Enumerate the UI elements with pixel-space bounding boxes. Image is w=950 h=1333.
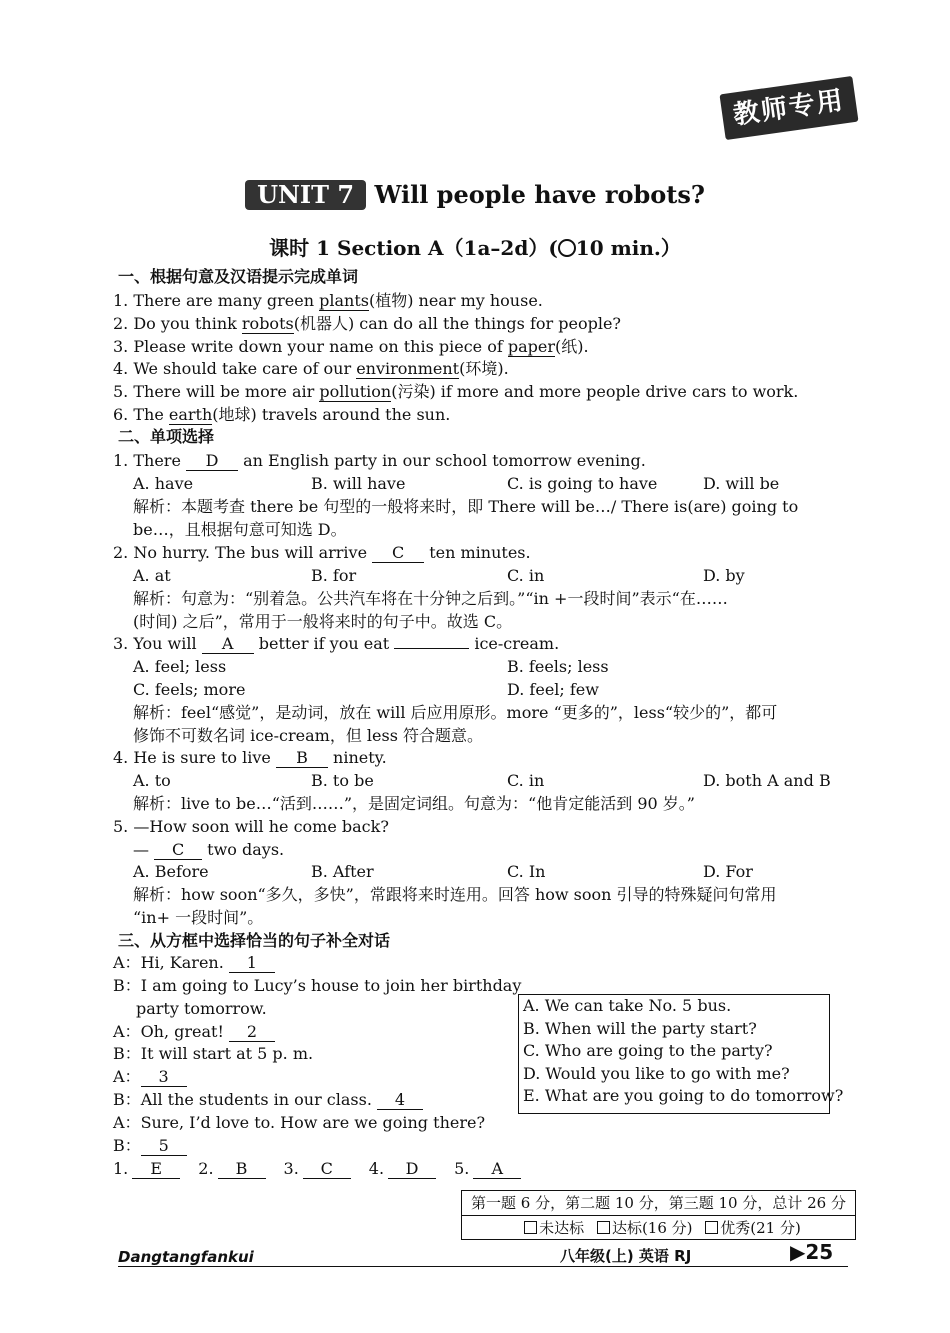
q3-answer: A bbox=[202, 635, 254, 654]
lesson-title bbox=[0, 232, 950, 261]
grade-subject: 八年级(上) 英语 RJ bbox=[560, 1247, 692, 1265]
checkbox-icon bbox=[524, 1221, 537, 1234]
part1-heading: 一、根据句意及汉语提示完成单词 bbox=[118, 267, 359, 286]
q2-option-c: C. in bbox=[507, 566, 545, 585]
answer-blank: C bbox=[303, 1160, 351, 1179]
q1-option-d: D. will be bbox=[703, 474, 780, 493]
teacher-only-stamp: 教师专用 bbox=[719, 76, 858, 140]
q5-option-b: B. After bbox=[311, 862, 374, 881]
dialog-line: A：Oh, great! 2 bbox=[113, 1022, 275, 1042]
q5-option-a: A. Before bbox=[133, 862, 209, 881]
dialog-line: party tomorrow. bbox=[136, 999, 267, 1018]
part1-item: 6. The earth(地球) travels around the sun. bbox=[113, 405, 451, 424]
q5-explanation: 解析：how soon“多久，多快”，常跟将来时连用。回答 how soon 引导的特殊疑问句常用 bbox=[133, 885, 777, 904]
q2-option-b: B. for bbox=[311, 566, 357, 585]
q3-option-a: A. feel; less bbox=[133, 657, 227, 676]
q5-reply: — C two days. bbox=[133, 840, 285, 859]
dialog-line: B：It will start at 5 p. m. bbox=[113, 1044, 314, 1063]
score-opt-pass: 达标(16 分) bbox=[611, 1219, 693, 1237]
clock-icon bbox=[558, 239, 576, 257]
q1-explanation: 解析：本题考查 there be 句型的一般将来时，即 There will be…/ There is(are) going to bbox=[133, 497, 799, 516]
dialog-line: B：I am going to Lucy’s house to join her birthday bbox=[113, 976, 522, 995]
lesson-label: 课时 1 bbox=[269, 236, 331, 260]
q4-option-b: B. to be bbox=[311, 771, 374, 790]
score-opt-fail: 未达标 bbox=[539, 1219, 585, 1237]
dialog-blank: 2 bbox=[229, 1023, 275, 1042]
part1-answer: earth bbox=[168, 405, 213, 424]
q4-answer: B bbox=[276, 749, 328, 768]
dialog-blank: 1 bbox=[229, 954, 275, 973]
q3-option-b: B. feels; less bbox=[507, 657, 609, 676]
q4-explanation: 解析：live to be…“活到……”，是固定词组。句意为：“他肯定能活到 90 岁。” bbox=[133, 794, 695, 813]
dialog-line: A：Hi, Karen. 1 bbox=[113, 953, 275, 973]
box-option-d: D. Would you like to go with me? bbox=[523, 1063, 790, 1083]
q1-option-c: C. is going to have bbox=[507, 474, 658, 493]
q3-blank2 bbox=[394, 648, 469, 649]
unit-title-row bbox=[0, 180, 950, 210]
box-option-e: E. What are you going to do tomorrow? bbox=[523, 1086, 844, 1105]
answer-blank: E bbox=[132, 1160, 180, 1179]
dialog-line: B： 5 bbox=[113, 1136, 187, 1156]
dialog-line: A：Sure, I’d love to. How are we going there? bbox=[113, 1113, 486, 1132]
options-box bbox=[518, 994, 844, 1114]
q1-stem: 1. There D an English party in our school tomorrow evening. bbox=[113, 451, 646, 470]
box-option-b: B. When will the party start? bbox=[523, 1018, 757, 1038]
answer-blank: A bbox=[473, 1160, 521, 1179]
box-option-c: C. Who are going to the party? bbox=[523, 1041, 773, 1060]
part1-answer: plants bbox=[319, 291, 369, 310]
q3-explanation-cont: 修饰不可数名词 ice-cream，但 less 符合题意。 bbox=[133, 726, 484, 745]
q5-option-c: C. In bbox=[507, 862, 546, 881]
part1-item: 5. There will be more air pollution(污染) if more and more people drive cars to work. bbox=[113, 382, 799, 402]
q3-stem: 3. You will A better if you eat ice-cream. bbox=[113, 634, 560, 653]
q2-explanation: 解析：句意为：“别着急。公共汽车将在十分钟之后到。”“in +一段时间”表示“在…… bbox=[133, 589, 728, 608]
q5-option-d: D. For bbox=[703, 862, 753, 881]
score-options bbox=[462, 1216, 855, 1240]
q5-answer: C bbox=[154, 841, 202, 860]
q5-stem: 5. —How soon will he come back? bbox=[113, 817, 389, 836]
q4-option-a: A. to bbox=[133, 771, 171, 790]
dialog-blank: 3 bbox=[141, 1068, 187, 1087]
q4-option-d: D. both A and B bbox=[703, 771, 831, 790]
q1-explanation-cont: be…，且根据句意可知选 D。 bbox=[133, 520, 347, 539]
part1-answer: pollution bbox=[319, 382, 392, 402]
part1-item: 2. Do you think robots(机器人) can do all the things for people? bbox=[113, 313, 622, 333]
q1-option-a: A. have bbox=[133, 474, 194, 493]
answer-blank: D bbox=[388, 1160, 436, 1179]
q3-explanation: 解析：feel“感觉”，是动词，放在 will 后应用原形。more “更多的”，less“较少的”，都可 bbox=[133, 703, 778, 722]
score-rule: 第一题 6 分，第二题 10 分，第三题 10 分，总计 26 分 bbox=[462, 1191, 855, 1216]
section-label: Section A（1a–2d）( bbox=[337, 236, 558, 260]
part1-item: 4. We should take care of our environment(环境). bbox=[113, 359, 509, 379]
q2-option-d: D. by bbox=[703, 566, 745, 585]
part1-answer: robots bbox=[241, 313, 294, 333]
part3-heading: 三、从方框中选择恰当的句子补全对话 bbox=[118, 931, 391, 950]
part1-item: 3. Please write down your name on this piece of paper(纸). bbox=[113, 336, 589, 356]
q2-stem: 2. No hurry. The bus will arrive C ten minutes. bbox=[113, 543, 531, 562]
q2-explanation-cont: (时间) 之后”，常用于一般将来时的句子中。故选 C。 bbox=[133, 612, 513, 631]
q1-option-b: B. will have bbox=[311, 474, 406, 493]
part2-heading: 二、单项选择 bbox=[118, 427, 215, 446]
dialog-blank: 5 bbox=[141, 1137, 187, 1156]
dialog-blank: 4 bbox=[377, 1091, 423, 1110]
dialog-line: A： 3 bbox=[113, 1067, 187, 1087]
part3-answers: 1. E 2. B 3. C 4. D 5. A bbox=[113, 1159, 539, 1179]
checkbox-icon bbox=[597, 1221, 610, 1234]
unit-badge: UNIT 7 bbox=[245, 180, 366, 210]
q5-explanation-cont: “in+ 一段时间”。 bbox=[133, 908, 264, 927]
q4-option-c: C. in bbox=[507, 771, 545, 790]
q1-answer: D bbox=[186, 452, 238, 471]
checkbox-icon bbox=[705, 1221, 718, 1234]
q3-option-c: C. feels; more bbox=[133, 680, 246, 699]
q2-option-a: A. at bbox=[133, 566, 171, 585]
brand-logo: Dangtangfankui bbox=[118, 1248, 254, 1266]
q3-option-d: D. feel; few bbox=[507, 680, 599, 699]
dialog-line: B：All the students in our class. 4 bbox=[113, 1090, 423, 1110]
score-opt-excellent: 优秀(21 分) bbox=[720, 1219, 801, 1237]
part1-item: 1. There are many green plants(植物) near my house. bbox=[113, 291, 543, 310]
answer-blank: B bbox=[218, 1160, 266, 1179]
unit-title: Will people have robots? bbox=[374, 180, 705, 209]
time-label: 10 min.） bbox=[575, 236, 681, 260]
page-number: ▶25 bbox=[790, 1240, 834, 1264]
score-table bbox=[461, 1190, 856, 1240]
footer-divider bbox=[118, 1266, 848, 1267]
part1-answer: environment bbox=[356, 359, 460, 379]
q4-stem: 4. He is sure to live B ninety. bbox=[113, 748, 387, 767]
part1-answer: paper bbox=[507, 336, 555, 356]
q2-answer: C bbox=[372, 544, 424, 563]
box-option-a: A. We can take No. 5 bus. bbox=[523, 996, 732, 1015]
